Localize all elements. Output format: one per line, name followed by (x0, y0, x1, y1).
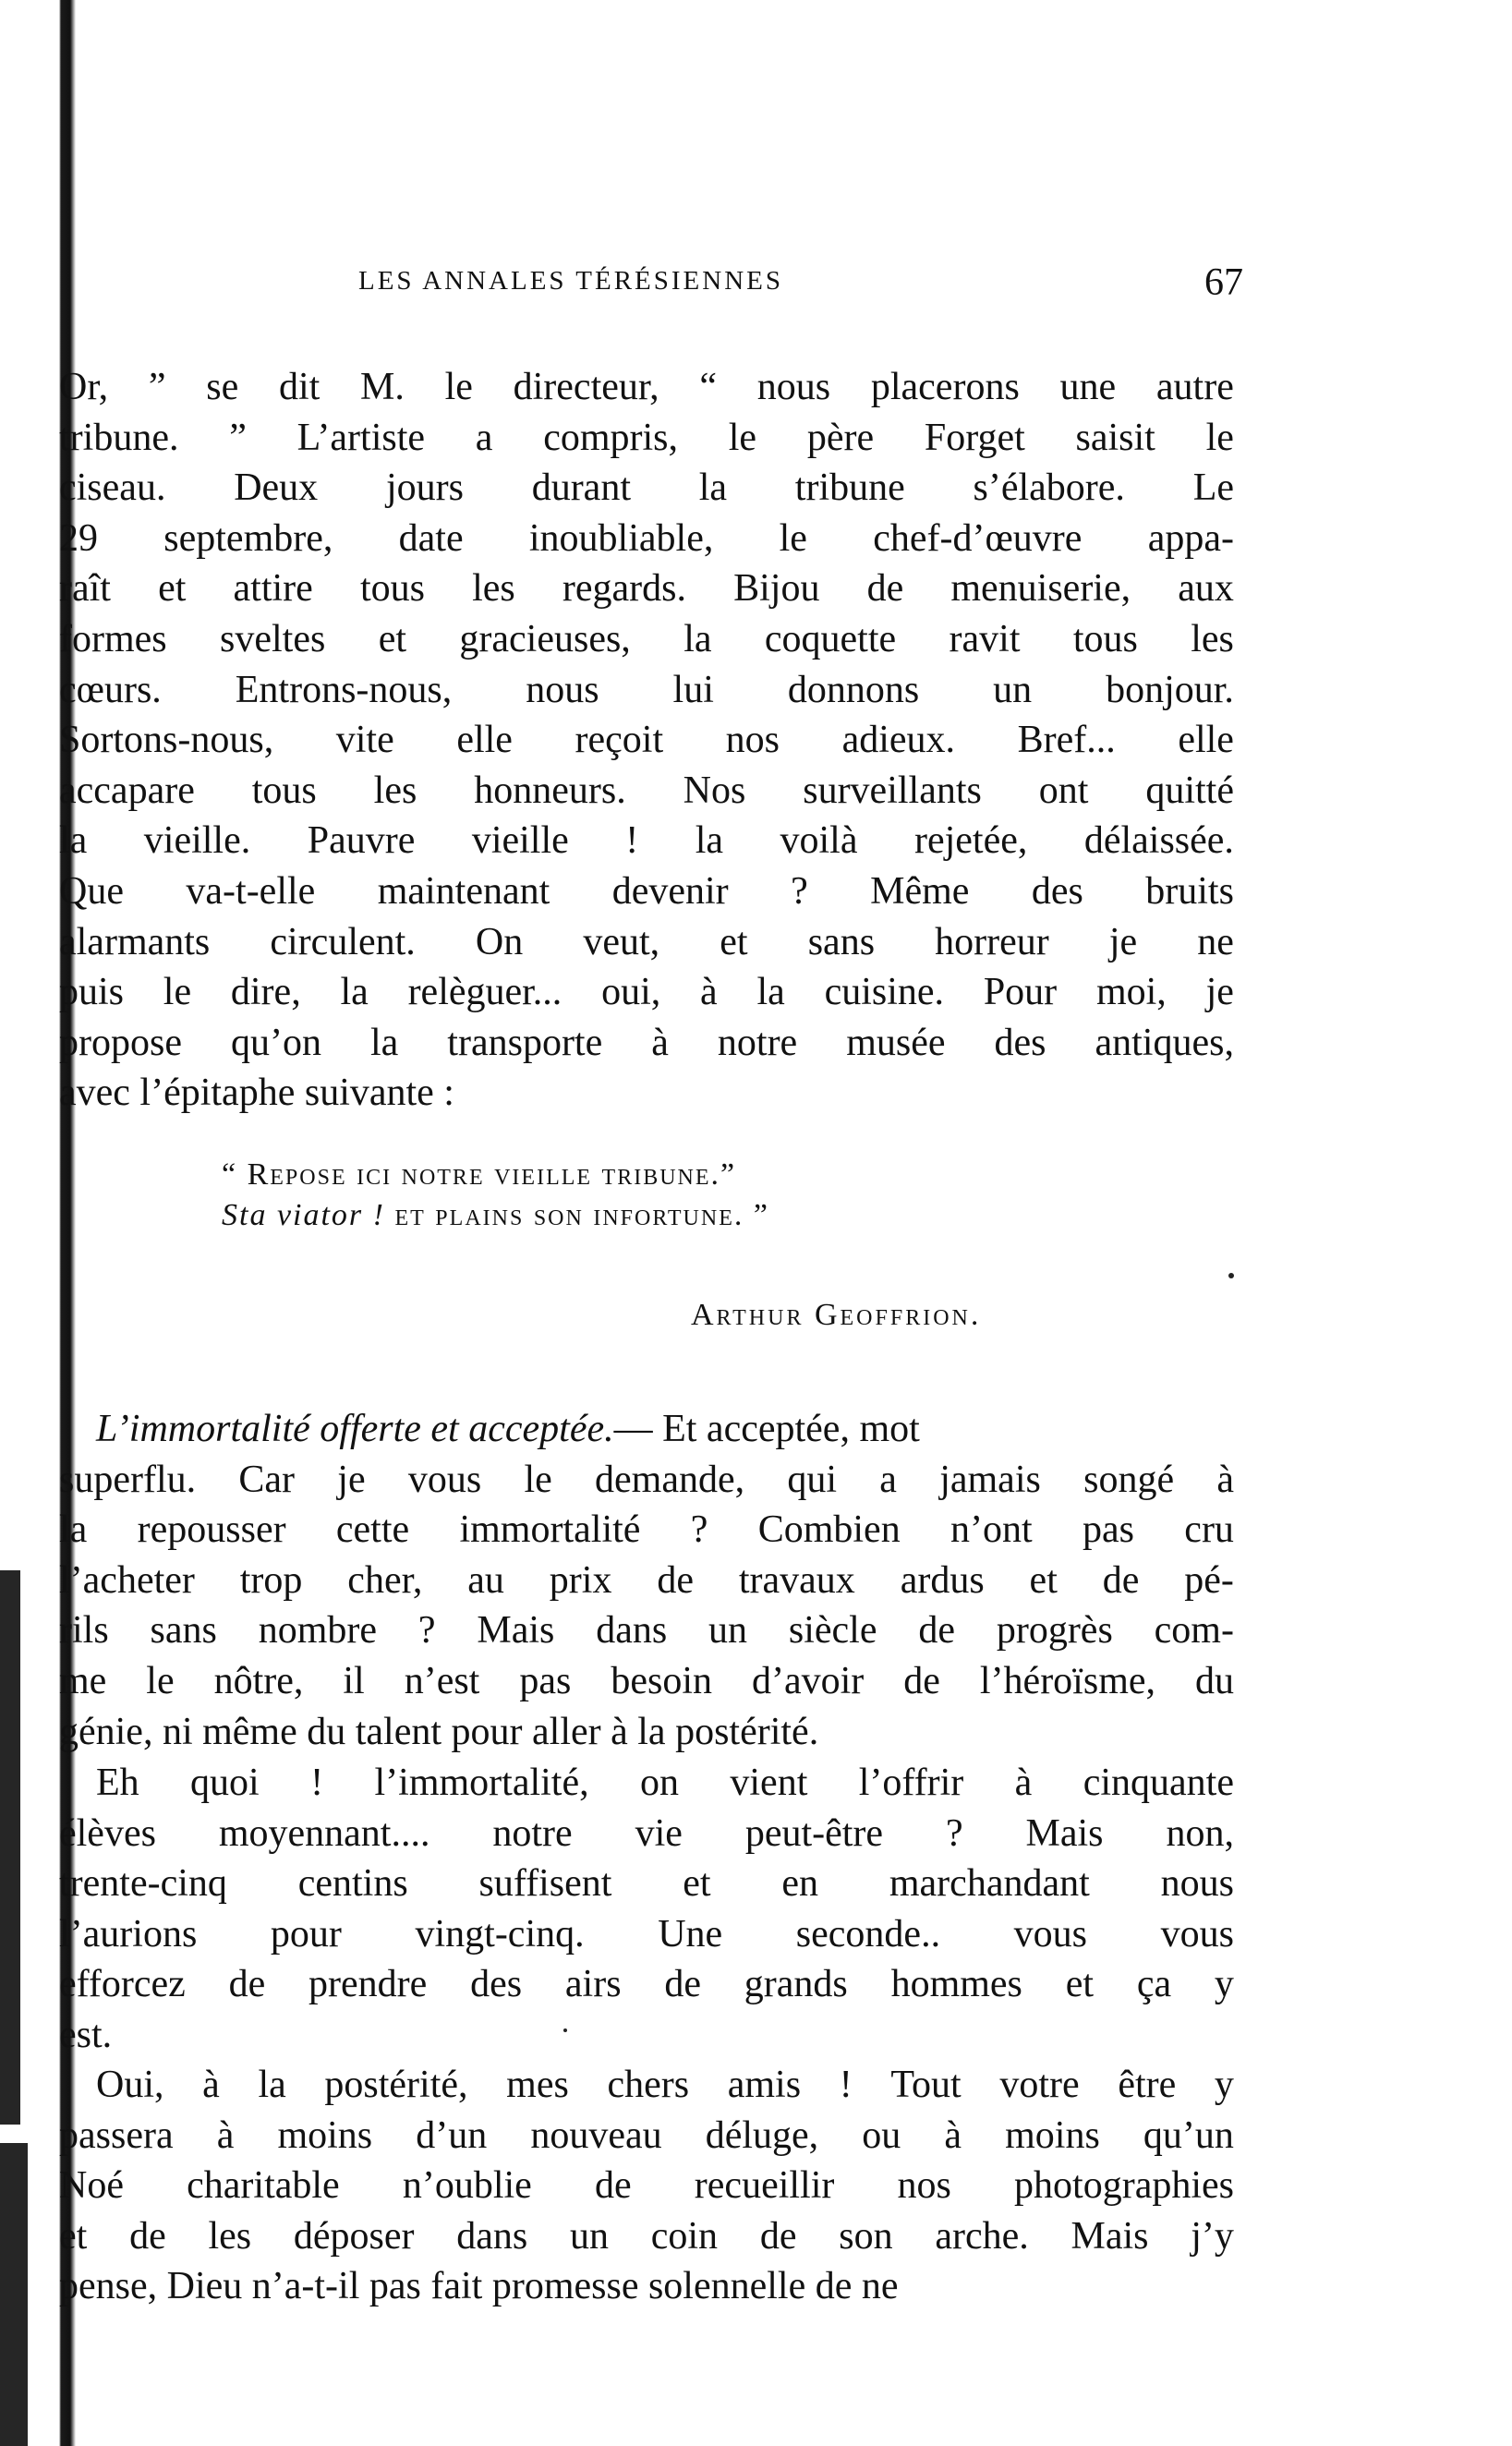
article-title: L’immortalité offerte et acceptée. (96, 1408, 614, 1450)
binding-shadow (0, 1570, 20, 2125)
text-line: génie, ni même du talent pour aller à la postérité. (59, 1710, 819, 1753)
author-signature: Arthur Geoffrion. (691, 1298, 982, 1332)
text-line: avec l’épitaphe suivante : (59, 1072, 454, 1115)
text-line: Sortons-nous, vite elle reçoit nos adieux. Bref... elle (59, 719, 1234, 762)
text-line: élèves moyennant.... notre vie peut-être ? Mais non, (59, 1811, 1234, 1855)
text-line: trente-cinq centins suffisent et en marchandant nous (59, 1862, 1234, 1906)
epitaph-line-2 (222, 1195, 1145, 1236)
text-line: rils sans nombre ? Mais dans un siècle de progrès com- (59, 1609, 1234, 1653)
text-line: alarmants circulent. On veut, et sans horreur je ne (59, 920, 1234, 963)
text-line: Que va-t-elle maintenant devenir ? Même des bruits (59, 869, 1234, 913)
text-line: superflu. Car je vous le demande, qui a jamais songé à (59, 1458, 1234, 1501)
text-line: ciseau. Deux jours durant la tribune s’élabore. Le (59, 466, 1234, 510)
text-line: Noé charitable n’oublie de recueillir nos photographies (59, 2164, 1234, 2208)
epitaph-line-1: “ Repose ici notre vieille tribune.” (222, 1157, 737, 1192)
article-first-line (59, 1404, 1234, 1455)
ink-speck (1228, 1273, 1234, 1278)
article-paragraph-3 (59, 2060, 1234, 2312)
text-line: propose qu’on la transporte à notre musée des antiques, (59, 1021, 1234, 1064)
text-line: l’aurions pour vingt-cinq. Une seconde.. vous vous (59, 1912, 1234, 1956)
text-line: puis le dire, la relèguer... oui, à la cuisine. Pour moi, je (59, 971, 1234, 1014)
epitaph-latin: Sta viator ! (222, 1198, 385, 1232)
text-line: 29 septembre, date inoubliable, le chef-d’œuvre appa- (59, 516, 1234, 560)
article-paragraph-2 (59, 1758, 1234, 2061)
ink-speck (563, 2028, 567, 2032)
article-immortalite (59, 1404, 1234, 1757)
epitaph (222, 1155, 1145, 1236)
text-line: et de les déposer dans un coin de son arche. Mais j’y (59, 2214, 1234, 2258)
page-number: 67 (1204, 261, 1243, 304)
text-line: la repousser cette immortalité ? Combien n’ont pas cru (59, 1508, 1234, 1552)
text-line: est. (59, 2013, 113, 2056)
text-line: Oui, à la postérité, mes chers amis ! Tout votre être y (96, 2064, 1234, 2106)
binding-shadow (0, 2143, 28, 2446)
text-line: formes sveltes et gracieuses, la coquette ravit tous les (59, 617, 1234, 660)
text-line: la vieille. Pauvre vieille ! la voilà rejetée, délaissée. (59, 819, 1234, 863)
running-title: LES ANNALES TÉRÉSIENNES (358, 266, 783, 296)
text-line: raît et attire tous les regards. Bijou de menuiserie, aux (59, 567, 1234, 611)
text-line: Or, ” se dit M. le directeur, “ nous placerons une autre (59, 366, 1234, 408)
epitaph-line-2-rest: et plains son infortune. ” (384, 1198, 769, 1232)
article-first-line-rest: — Et acceptée, mot (613, 1408, 920, 1450)
text-line: accapare tous les honneurs. Nos surveillants ont quitté (59, 769, 1234, 812)
paragraph-tribune (59, 362, 1234, 1119)
text-line: cœurs. Entrons-nous, nous lui donnons un bonjour. (59, 668, 1234, 711)
text-line: Eh quoi ! l’immortalité, on vient l’offrir à cinquante (96, 1762, 1234, 1804)
text-line: tribune. ” L’artiste a compris, le père Forget saisit le (59, 416, 1234, 459)
page-header (358, 261, 1243, 304)
text-line: passera à moins d’un nouveau déluge, ou à moins qu’un (59, 2113, 1234, 2157)
text-line: me le nôtre, il n’est pas besoin d’avoir de l’héroïsme, du (59, 1659, 1234, 1702)
text-line: efforcez de prendre des airs de grands hommes et ça y (59, 1963, 1234, 2006)
text-line: pense, Dieu n’a-t-il pas fait promesse solennelle de ne (59, 2265, 899, 2308)
text-line: l’acheter trop cher, au prix de travaux ardus et de pé- (59, 1558, 1234, 1602)
